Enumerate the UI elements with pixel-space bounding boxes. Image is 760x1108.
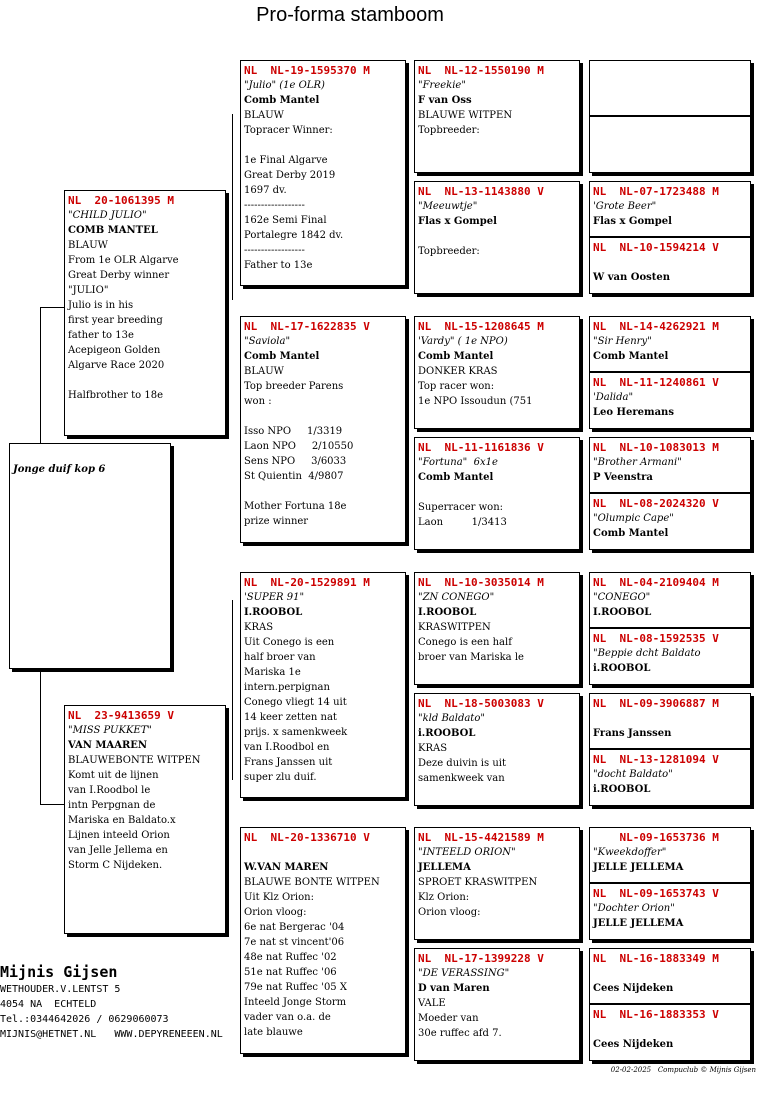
pedigree-box-subject <box>9 443 171 669</box>
ring-number: NL NL-15-1208645 M <box>418 320 544 333</box>
pedigree-line: super zlu duif. <box>244 772 317 783</box>
pedigree-line: Great Derby 2019 <box>244 170 336 181</box>
pedigree-box-mfff <box>589 572 751 628</box>
pedigree-line: Conego vliegt 14 uit <box>244 697 347 708</box>
owner-street: WETHOUDER.V.LENTST 5 <box>0 984 121 995</box>
pedigree-line: JELLEMA <box>418 862 471 873</box>
pedigree-line: 1e NPO Issoudun (751 <box>418 396 533 407</box>
pedigree-line: Cees Nijdeken <box>593 983 674 994</box>
pedigree-box-ff <box>240 60 406 286</box>
ring-number: NL NL-13-1143880 V <box>418 185 544 198</box>
pedigree-line: 6e nat Bergerac '04 <box>244 922 345 933</box>
pedigree-box-fmm <box>414 437 580 550</box>
pedigree-line: "Meeuwtje" <box>418 201 478 212</box>
pedigree-box-mmff <box>589 827 751 883</box>
pedigree-line: "INTEELD ORION" <box>418 847 516 858</box>
pedigree-line: JELLE JELLEMA <box>593 918 684 929</box>
pedigree-line: Great Derby winner <box>68 270 170 281</box>
pedigree-line <box>593 711 747 726</box>
footer-text: 02-02-2025 Compuclub © Mijnis Gijsen <box>610 1066 756 1074</box>
pedigree-line: "Olumpic Cape" <box>593 513 674 524</box>
pedigree-box-fmf <box>414 316 580 429</box>
pedigree-box-ffm <box>414 181 580 294</box>
ring-number: NL NL-12-1550190 M <box>418 64 544 77</box>
pedigree-line: Julio is in his <box>68 300 134 311</box>
pedigree-line: Laon 1/3413 <box>418 517 507 528</box>
pedigree-line: 'SUPER 91" <box>244 592 305 603</box>
pedigree-line: Komt uit de lijnen <box>68 770 159 781</box>
pedigree-line: won : <box>244 396 272 407</box>
owner-info <box>0 962 223 1042</box>
pedigree-line: i.ROOBOL <box>593 663 651 674</box>
pedigree-line: W.VAN MAREN <box>244 862 329 873</box>
pedigree-line: Comb Mantel <box>593 528 669 539</box>
pedigree-line: 'Dalida" <box>593 392 634 403</box>
pedigree-line: I.ROOBOL <box>244 607 303 618</box>
pedigree-line: ------------------ <box>244 200 305 211</box>
pedigree-line: prijs. x samenkweek <box>244 727 348 738</box>
pedigree-line <box>244 138 402 153</box>
pedigree-line: Topbreeder: <box>418 125 480 136</box>
pedigree-box-fmmm <box>589 493 751 550</box>
pedigree-line: "Freekie" <box>418 80 466 91</box>
pedigree-line: Inteeld Jonge Storm <box>244 997 347 1008</box>
pedigree-line: Flas x Gompel <box>593 216 672 227</box>
pedigree-line: broer van Mariska le <box>418 652 524 663</box>
pedigree-line: VALE <box>418 998 446 1009</box>
pedigree-line: BLAUWEBONTE WITPEN <box>68 755 201 766</box>
pedigree-line: "DE VERASSING" <box>418 968 510 979</box>
pedigree-line: Comb Mantel <box>418 351 494 362</box>
pedigree-line: "Dochter Orion" <box>593 903 675 914</box>
pedigree-line: JELLE JELLEMA <box>593 862 684 873</box>
pedigree-box-ffmf <box>589 181 751 237</box>
pedigree-line: KRAS <box>244 622 274 633</box>
connector <box>232 114 233 300</box>
pedigree-line: first year breeding <box>68 315 163 326</box>
pedigree-line: 1e Final Algarve <box>244 155 328 166</box>
pedigree-line <box>418 229 576 244</box>
ring-number: NL NL-19-1595370 M <box>244 64 370 77</box>
pedigree-line: Uit Klz Orion: <box>244 892 314 903</box>
ring-number: NL NL-07-1723488 M <box>593 185 719 198</box>
pedigree-line: i.ROOBOL <box>418 728 476 739</box>
pedigree-line: van Jelle Jellema en <box>68 845 168 856</box>
pedigree-line: 51e nat Ruffec '06 <box>244 967 337 978</box>
pedigree-line <box>593 1022 747 1037</box>
pedigree-line: Father to 13e <box>244 260 313 271</box>
pedigree-line <box>68 373 222 388</box>
owner-phone: Tel.:0344642026 / 0629060073 <box>0 1014 169 1025</box>
ring-number: NL NL-20-1336710 V <box>244 831 370 844</box>
pedigree-line: "JULIO" <box>68 285 109 296</box>
pedigree-line: 48e nat Ruffec '02 <box>244 952 337 963</box>
pedigree-line: Moeder van <box>418 1013 479 1024</box>
ring-number: NL NL-09-1653743 V <box>593 887 719 900</box>
pedigree-box-fmfm <box>589 372 751 429</box>
pedigree-line: half broer van <box>244 652 316 663</box>
pedigree-line: Portalegre 1842 dv. <box>244 230 344 241</box>
pedigree-box-mmm <box>414 948 580 1061</box>
pedigree-line: Topbreeder: <box>418 246 480 257</box>
pedigree-box-fff <box>414 60 580 173</box>
pedigree-line: Isso NPO 1/3319 <box>244 426 343 437</box>
pedigree-line: BLAUWE BONTE WITPEN <box>244 877 380 888</box>
pedigree-line: "CONEGO" <box>593 592 651 603</box>
owner-city: 4054 NA ECHTELD <box>0 999 97 1010</box>
pedigree-line: Top racer won: <box>418 381 495 392</box>
pedigree-line: Deze duivin is uit <box>418 758 506 769</box>
pedigree-line: Topracer Winner: <box>244 125 333 136</box>
pedigree-line: W van Oosten <box>593 272 671 283</box>
connector <box>40 307 65 308</box>
pedigree-box-mfm <box>414 693 580 806</box>
pedigree-line: "Kweekdoffer" <box>593 847 667 858</box>
ring-number: NL 23-9413659 V <box>68 709 174 722</box>
pedigree-box-ffff <box>589 60 751 116</box>
pedigree-line: intern.perpignan <box>244 682 330 693</box>
pedigree-line: father to 13e <box>68 330 134 341</box>
pedigree-line: 162e Semi Final <box>244 215 327 226</box>
pedigree-line: D van Maren <box>418 983 490 994</box>
pedigree-box-fmff <box>589 316 751 372</box>
pedigree-box-mmf <box>414 827 580 940</box>
pedigree-line: van I.Roodbol en <box>244 742 330 753</box>
pedigree-line <box>593 966 747 981</box>
pedigree-line: "kld Baldato" <box>418 713 485 724</box>
pedigree-line: prize winner <box>244 516 309 527</box>
ring-number: NL NL-15-4421589 M <box>418 831 544 844</box>
ring-number <box>593 119 747 134</box>
pedigree-line: "Fortuna" 6x1e <box>418 457 498 468</box>
pedigree-box-m <box>64 705 226 934</box>
ring-number: NL NL-10-3035014 M <box>418 576 544 589</box>
pedigree-line: 30e ruffec afd 7. <box>418 1028 502 1039</box>
connector <box>40 804 65 805</box>
ring-number: NL NL-13-1281094 V <box>593 753 719 766</box>
pedigree-line: I.ROOBOL <box>593 607 652 618</box>
pedigree-line: Mariska 1e <box>244 667 301 678</box>
pedigree-line: BLAUW <box>68 240 108 251</box>
pedigree-line: Sens NPO 3/6033 <box>244 456 347 467</box>
pedigree-line: "Julio" (1e OLR) <box>244 80 325 91</box>
pedigree-line: Mother Fortuna 18e <box>244 501 347 512</box>
ring-number: NL NL-09-3906887 M <box>593 697 719 710</box>
ring-number: NL NL-16-1883349 M <box>593 952 719 965</box>
pedigree-line: Mariska en Baldato.x <box>68 815 176 826</box>
pedigree-box-fm <box>240 316 406 543</box>
pedigree-line: late blauwe <box>244 1027 303 1038</box>
pedigree-box-mfmf <box>589 693 751 749</box>
pedigree-line: KRASWITPEN <box>418 622 491 633</box>
pedigree-box-f <box>64 190 226 436</box>
pedigree-line: BLAUWE WITPEN <box>418 110 513 121</box>
ring-number: NL NL-18-5003083 V <box>418 697 544 710</box>
pedigree-line: 1697 dv. <box>244 185 287 196</box>
pedigree-box-mmfm <box>589 883 751 940</box>
pedigree-line: St Quientin 4/9807 <box>244 471 344 482</box>
pedigree-line: COMB MANTEL <box>68 225 158 236</box>
ring-number: NL NL-16-1883353 V <box>593 1008 719 1021</box>
ring-number: NL-09-1653736 M <box>593 831 719 844</box>
pedigree-line: "Sir Henry" <box>593 336 652 347</box>
ring-number: NL 20-1061395 M <box>68 194 174 207</box>
pedigree-line: I.ROOBOL <box>418 607 477 618</box>
pedigree-box-fffm <box>589 116 751 173</box>
pedigree-line: Klz Orion: <box>418 892 470 903</box>
pedigree-line: SPROET KRASWITPEN <box>418 877 538 888</box>
pedigree-line: Flas x Gompel <box>418 216 497 227</box>
connector <box>40 670 41 804</box>
ring-number: NL NL-10-1594214 V <box>593 241 719 254</box>
pedigree-line: Frans Janssen uit <box>244 757 333 768</box>
pedigree-line: F van Oss <box>418 95 472 106</box>
ring-number <box>593 63 747 78</box>
pedigree-line <box>244 845 402 860</box>
pedigree-line: DONKER KRAS <box>418 366 498 377</box>
pedigree-box-mm <box>240 827 406 1054</box>
pedigree-line: Uit Conego is een <box>244 637 335 648</box>
pedigree-box-mmmm <box>589 1004 751 1061</box>
pedigree-line: BLAUW <box>244 366 284 377</box>
pedigree-line: Orion vloog: <box>418 907 481 918</box>
ring-number: NL NL-17-1622835 V <box>244 320 370 333</box>
pedigree-box-mf <box>240 572 406 798</box>
pedigree-line: Cees Nijdeken <box>593 1039 674 1050</box>
ring-number: NL NL-10-1083013 M <box>593 441 719 454</box>
pedigree-line <box>244 409 402 424</box>
ring-number: NL NL-17-1399228 V <box>418 952 544 965</box>
pedigree-line: Acepigeon Golden <box>68 345 161 356</box>
pedigree-line: Orion vloog: <box>244 907 307 918</box>
pedigree-line: Jonge duif kop 6 <box>13 464 106 475</box>
pedigree-box-mff <box>414 572 580 685</box>
pedigree-line: intn Perpgnan de <box>68 800 156 811</box>
pedigree-line: 'Vardy" ( 1e NPO) <box>418 336 508 347</box>
ring-number: NL NL-11-1161836 V <box>418 441 544 454</box>
pedigree-box-ffmm <box>589 237 751 294</box>
pedigree-line: Laon NPO 2/10550 <box>244 441 354 452</box>
pedigree-line: "CHILD JULIO" <box>68 210 147 221</box>
pedigree-line: "Saviola" <box>244 336 291 347</box>
pedigree-line: Lijnen inteeld Orion <box>68 830 170 841</box>
pedigree-line: Algarve Race 2020 <box>68 360 165 371</box>
pedigree-line: "Beppie dcht Baldato <box>593 648 701 659</box>
ring-number: NL NL-14-4262921 M <box>593 320 719 333</box>
pedigree-box-mmmf <box>589 948 751 1004</box>
owner-name: Mijnis Gijsen <box>0 963 118 981</box>
pedigree-line <box>418 485 576 500</box>
pedigree-line: "Brother Armani" <box>593 457 682 468</box>
pedigree-line: Comb Mantel <box>244 351 320 362</box>
pedigree-line: Top breeder Parens <box>244 381 344 392</box>
pedigree-line: From 1e OLR Algarve <box>68 255 179 266</box>
pedigree-line: vader van o.a. de <box>244 1012 331 1023</box>
pedigree-line: Superracer won: <box>418 502 503 513</box>
pedigree-line: "MISS PUKKET" <box>68 725 152 736</box>
pedigree-line: Frans Janssen <box>593 728 672 739</box>
ring-number: NL NL-11-1240861 V <box>593 376 719 389</box>
pedigree-line: ------------------ <box>244 245 305 256</box>
pedigree-line: Halfbrother to 18e <box>68 390 163 401</box>
pedigree-line: BLAUW <box>244 110 284 121</box>
connector <box>40 307 41 444</box>
pedigree-line: "docht Baldato" <box>593 769 673 780</box>
ring-number: NL NL-20-1529891 M <box>244 576 370 589</box>
pedigree-line: Conego is een half <box>418 637 512 648</box>
pedigree-line: Storm C Nijdeken. <box>68 860 163 871</box>
pedigree-line: VAN MAAREN <box>68 740 148 751</box>
connector <box>232 600 233 780</box>
pedigree-line: Leo Heremans <box>593 407 674 418</box>
pedigree-line: P Veenstra <box>593 472 653 483</box>
pedigree-line: 14 keer zetten nat <box>244 712 337 723</box>
pedigree-line: Comb Mantel <box>244 95 320 106</box>
pedigree-box-fmmf <box>589 437 751 493</box>
pedigree-line: 'Grote Beer" <box>593 201 657 212</box>
ring-number: NL NL-04-2109404 M <box>593 576 719 589</box>
ring-number: NL NL-08-1592535 V <box>593 632 719 645</box>
pedigree-line: Comb Mantel <box>418 472 494 483</box>
pedigree-line: KRAS <box>418 743 448 754</box>
pedigree-line: "ZN CONEGO" <box>418 592 495 603</box>
pedigree-line: van I.Roodbol le <box>68 785 151 796</box>
pedigree-box-mffm <box>589 628 751 685</box>
pedigree-line <box>593 255 747 270</box>
ring-number: NL NL-08-2024320 V <box>593 497 719 510</box>
owner-web: MIJNIS@HETNET.NL WWW.DEPYRENEEEN.NL <box>0 1029 223 1040</box>
page-title: Pro-forma stamboom <box>256 4 444 26</box>
pedigree-line: samenkweek van <box>418 773 505 784</box>
pedigree-line <box>244 484 402 499</box>
pedigree-line: Comb Mantel <box>593 351 669 362</box>
pedigree-line: i.ROOBOL <box>593 784 651 795</box>
pedigree-box-mfmm <box>589 749 751 806</box>
pedigree-line: 79e nat Ruffec '05 X <box>244 982 347 993</box>
pedigree-line: 7e nat st vincent'06 <box>244 937 345 948</box>
